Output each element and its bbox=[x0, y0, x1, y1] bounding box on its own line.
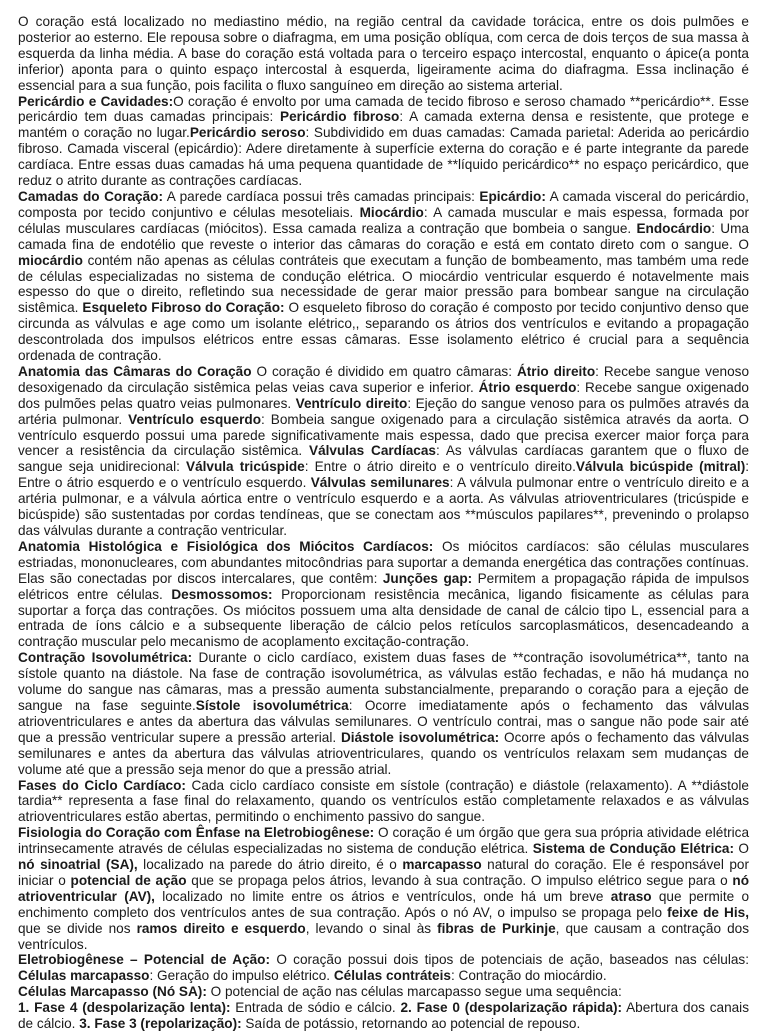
text-run: Durante o ciclo cardíaco, existem duas fases de **contração isovolumétrica**, tanto na sístole quanto na diástole. Na fase de contração isovolumétrica, as válvulas estão fechadas, e não há mudança no volume do sangue nas câmaras, mas a pressão aumenta substancialmente, preparando o coração para a ejeção de sangue na fase seguinte. bbox=[18, 650, 749, 713]
text-run: O coração possui dois tipos de potenciais de ação, baseados nas células: bbox=[270, 952, 749, 968]
paragraph bbox=[18, 952, 749, 984]
bold-term: Pericárdio seroso bbox=[189, 125, 306, 141]
bold-term: 3. Fase 3 (repolarização): bbox=[79, 1016, 242, 1032]
text-run: : Ejeção do sangue venoso para os pulmões através da artéria pulmonar. bbox=[18, 395, 749, 427]
bold-term: Junções gap: bbox=[382, 570, 473, 586]
paragraph bbox=[18, 650, 749, 777]
text-run: que permite o enchimento completo dos ventrículos antes de sua contração. Após o nó AV, o impulso se propaga pelo bbox=[18, 888, 749, 920]
bold-term: Células marcapasso bbox=[18, 968, 150, 984]
text-run: localizado no limite entre os átrios e ventrículos, onde há um breve bbox=[154, 888, 611, 904]
text-run: : As válvulas cardíacas garantem que o fluxo de sangue seja unidirecional: bbox=[18, 443, 750, 475]
text-run: : Entre o átrio direito e o ventrículo direito. bbox=[304, 459, 576, 475]
bold-term: Epicárdio: bbox=[479, 188, 546, 204]
bold-term: Pericárdio e Cavidades: bbox=[18, 93, 174, 109]
text-run: Abertura dos canais de cálcio. bbox=[18, 1000, 750, 1032]
text-run: O esqueleto fibroso do coração é composto por tecido conjuntivo denso que circunda as válvulas e age como um isolante elétrico,, separando os átrios dos ventrículos e evitando a propagação descontrolada dos impulsos elétricos entre essas câmaras. Esse isolamento elétrico é crucial para a sequência ordenada de contração. bbox=[18, 300, 749, 364]
text-run: Proporcionam resistência mecânica, ligando fisicamente as células para suportar a força das contrações. Os miócitos possuem uma alta densidade de canal de cálcio tipo L, essencial para a entrada de íons cálcio e a subsequente liberação de cálcio pelos retículos sarcoplasmáticos, desencadeando a contração muscular pelo mecanismo de acoplamento excitação-contração. bbox=[18, 586, 749, 650]
paragraph bbox=[18, 984, 749, 1000]
text-run: : Entre o átrio esquerdo e o ventrículo esquerdo. bbox=[18, 459, 750, 491]
text-run: : Recebe sangue venoso desoxigenado da circulação sistêmica pelas veias cava superior e inferior. bbox=[18, 363, 750, 395]
bold-term: Sistema de Condução Elétrica: bbox=[532, 841, 735, 857]
text-run: : Recebe sangue oxigenado dos pulmões pelas quatro veias pulmonares. bbox=[18, 379, 749, 411]
text-run: : Uma camada fina de endotélio que reveste o interior das câmaras do coração e está em contato direto com o sangue. O bbox=[18, 220, 749, 252]
bold-term: fibras de Purkinje bbox=[437, 920, 556, 936]
bold-term: atraso bbox=[610, 888, 652, 904]
bold-term: Anatomia Histológica e Fisiológica dos Miócitos Cardíacos: bbox=[18, 538, 434, 554]
text-run: : A camada muscular e mais espessa, formada por células musculares cardíacas (miócitos). Essa camada realiza a contração que bombeia o sangue. bbox=[18, 204, 750, 236]
text-run: localizado na parede do átrio direito, é o bbox=[137, 857, 403, 873]
bold-term: Válvulas Cardíacas bbox=[309, 443, 436, 459]
bold-term: Fisiologia do Coração com Ênfase na Eletrobiogênese: bbox=[18, 825, 375, 841]
text-run: , que causam a contração dos ventrículos. bbox=[18, 920, 749, 952]
text-run: A parede cardíaca possui três camadas principais: bbox=[163, 188, 480, 204]
text-run: O coração é dividido em quatro câmaras: bbox=[251, 363, 517, 379]
bold-term: ramos direito e esquerdo bbox=[136, 920, 306, 936]
text-run: natural do coração. Ele é responsável por iniciar o bbox=[18, 857, 749, 888]
text-run: O coração é envolto por uma camada de tecido fibroso e seroso chamado **pericárdio**. Esse pericárdio tem duas camadas principais: bbox=[18, 93, 749, 125]
text-run: : Bombeia sangue oxigenado para a circulação sistêmica através da aorta. O ventrículo esquerdo possui uma parede significativamente mais espessa, dado que precisa exercer maior força para vencer a resistência da circulação sistêmica. bbox=[18, 411, 749, 459]
text-run: : Geração do impulso elétrico. bbox=[149, 968, 334, 984]
document-body bbox=[18, 14, 749, 1032]
text-run: , levando o sinal às bbox=[305, 920, 438, 936]
bold-term: Contração Isovolumétrica: bbox=[18, 650, 193, 666]
bold-term: nó atrioventricular (AV), bbox=[18, 872, 750, 904]
text-run: que se propaga pelos átrios, levando à sua contração. O impulso elétrico segue para o bbox=[186, 872, 733, 888]
paragraph bbox=[18, 94, 749, 189]
text-run: que se divide nos bbox=[18, 920, 137, 936]
bold-term: miocárdio bbox=[18, 252, 83, 268]
bold-term: Válvula tricúspide bbox=[186, 459, 305, 475]
bold-term: Miocárdio bbox=[359, 204, 424, 220]
text-run: Cada ciclo cardíaco consiste em sístole (contração) e diástole (relaxamento). A **diástole tardia** representa a fase final do relaxamento, quando os ventrículos estão completamente relaxados e as válvulas atrioventriculares estão abertas, permitindo o enchimento passivo do sangue. bbox=[18, 777, 749, 825]
bold-term: Ventrículo direito bbox=[295, 395, 408, 411]
bold-term: Camadas do Coração: bbox=[18, 188, 163, 204]
paragraph bbox=[18, 1000, 749, 1032]
bold-term: Diástole isovolumétrica: bbox=[340, 729, 500, 745]
bold-term: Válvula bicúspide (mitral) bbox=[575, 459, 746, 475]
paragraph bbox=[18, 189, 749, 364]
text-run: O bbox=[734, 841, 750, 857]
bold-term: Fases do Ciclo Cardíaco: bbox=[18, 777, 186, 793]
bold-term: nó sinoatrial (SA), bbox=[18, 857, 138, 873]
bold-term: 1. Fase 4 (despolarização lenta): bbox=[18, 1000, 231, 1016]
bold-term: Eletrobiogênese – Potencial de Ação: bbox=[18, 952, 271, 968]
bold-term: Células Marcapasso (Nó SA): bbox=[18, 984, 207, 1000]
bold-term: Anatomia das Câmaras do Coração bbox=[18, 363, 252, 379]
bold-term: potencial de ação bbox=[70, 872, 187, 888]
bold-term: Endocárdio bbox=[636, 220, 712, 236]
bold-term: Esqueleto Fibroso do Coração: bbox=[82, 300, 285, 316]
bold-term: Células contráteis bbox=[333, 968, 451, 984]
paragraph bbox=[18, 539, 749, 650]
bold-term: feixe de His, bbox=[667, 904, 749, 920]
text-run: : A válvula pulmonar entre o ventrículo direito e a artéria pulmonar, e a válvula aórtica entre o ventrículo esquerdo e a aorta. As válvulas atrioventriculares (tricúspide e bicúspide) são sustentadas por cordas tendíneas, que se conectam aos **músculos papilares**, prevenindo o prolapso das válvulas durante a contração ventricular. bbox=[18, 475, 749, 538]
text-run: : Subdividido em duas camadas: Camada parietal: Aderida ao pericárdio fibroso. Camada visceral (epicárdio): Adere diretamente à superfície externa do coração e é parte integrante da parede cardíaca. Entre essas duas camadas há uma pequena quantidade de **líquido pericárdico** no espaço pericárdico, que reduz o atrito durante as contrações cardíacas. bbox=[18, 125, 750, 189]
paragraph bbox=[18, 364, 749, 539]
text-run: contém não apenas as células contráteis que executam a função de bombeamento, mas também uma rede de células especializadas no sistema de condução elétrica. O miocárdio ventricular esquerdo é notavelmente mais espesso do que o direito, refletindo sua necessidade de gerar maior pressão para bombear sangue na circulação sistêmica. bbox=[18, 252, 749, 316]
text-run: : Ocorre imediatamente após o fechamento das válvulas atrioventriculares e antes da abertura das válvulas semilunares. O ventrículo contrai, mas o sangue não pode sair até que a pressão ventricular supere a pressão arterial. bbox=[18, 697, 750, 745]
text-run: O coração está localizado no mediastino médio, na região central da cavidade torácica, entre os dois pulmões e posterior ao esterno. Ele repousa sobre o diafragma, em uma posição oblíqua, com cerca de dois terços de sua massa à esquerda da linha média. A base do coração está voltada para o terceiro espaço intercostal, enquanto o ápice(a ponta inferior) aponta para o quinto espaço intercostal à esquerda, ligeiramente acima do diafragma. Essa inclinação é essencial para a sua função, pois facilita o fluxo sanguíneo em direção ao sistema arterial. bbox=[18, 14, 749, 93]
bold-term: Ventrículo esquerdo bbox=[128, 411, 262, 427]
text-run: Ocorre após o fechamento das válvulas semilunares e antes da abertura das válvulas atrioventriculares, quando os ventrículos relaxam sem mudanças de volume até que a pressão seja menor do que a pressão atrial. bbox=[18, 729, 749, 777]
bold-term: Átrio direito bbox=[516, 363, 596, 379]
bold-term: marcapasso bbox=[402, 857, 482, 873]
bold-term: Desmossomos: bbox=[171, 586, 273, 602]
text-run: Permitem a propagação rápida de impulsos elétricos entre células. bbox=[18, 570, 749, 602]
paragraph bbox=[18, 778, 749, 826]
bold-term: Válvulas semilunares bbox=[310, 475, 450, 491]
text-run: Entrada de sódio e cálcio. bbox=[230, 1000, 401, 1016]
text-run: : A camada externa densa e resistente, que protege e mantém o coração no lugar. bbox=[18, 109, 749, 141]
text-run: : Contração do miocárdio. bbox=[450, 968, 607, 984]
text-run: Saída de potássio, retornando ao potencial de repouso. bbox=[241, 1016, 581, 1032]
bold-term: Sístole isovolumétrica bbox=[195, 697, 349, 713]
text-run: O potencial de ação nas células marcapasso segue uma sequência: bbox=[206, 984, 622, 1000]
bold-term: 2. Fase 0 (despolarização rápida): bbox=[400, 1000, 623, 1016]
bold-term: Átrio esquerdo bbox=[478, 379, 577, 395]
text-run: Os miócitos cardíacos: são células musculares estriadas, mononucleares, com abundantes mitocôndrias para suportar a demanda energética das contrações contínuas. Elas são conectadas por discos intercalares, que contêm: bbox=[18, 538, 749, 586]
paragraph bbox=[18, 14, 749, 94]
bold-term: Pericárdio fibroso bbox=[280, 109, 400, 125]
text-run: O coração é um órgão que gera sua própria atividade elétrica intrinsecamente através de células especializadas no sistema de condução elétrica. bbox=[18, 825, 749, 857]
paragraph bbox=[18, 825, 749, 952]
text-run: A camada visceral do pericárdio, composta por tecido conjuntivo e células mesoteliais. bbox=[18, 188, 750, 220]
